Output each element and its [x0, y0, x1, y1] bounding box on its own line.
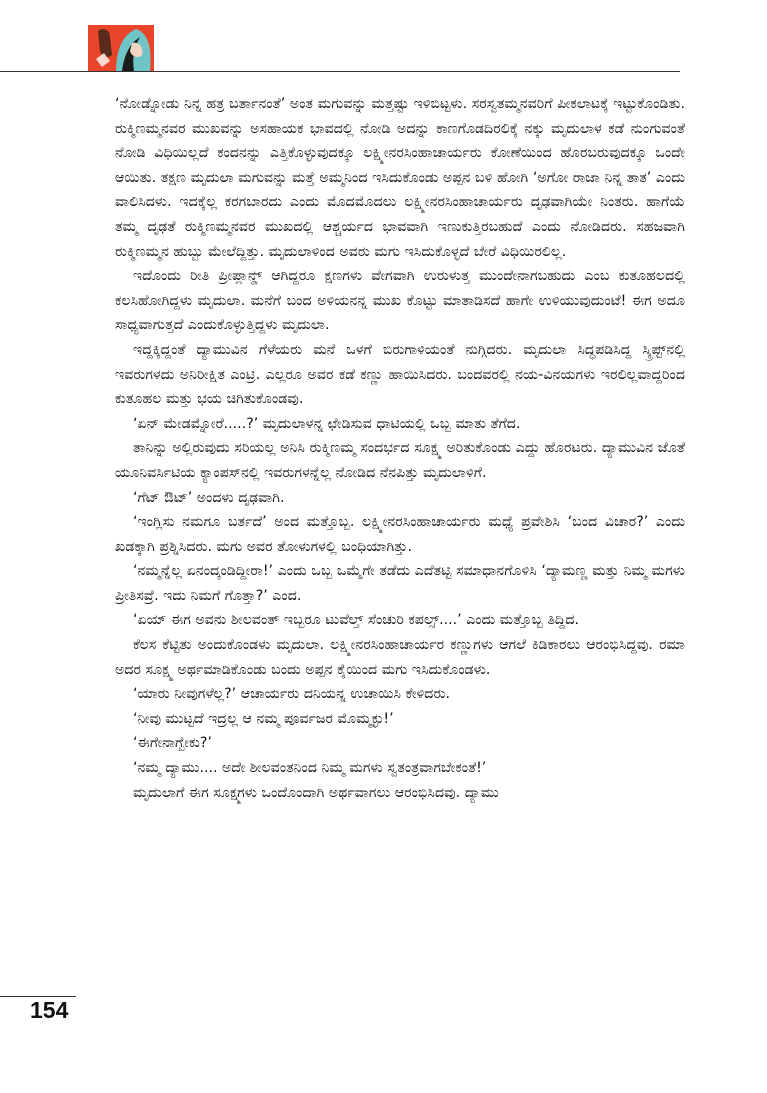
header-rule [0, 71, 680, 72]
paragraph: ‘ಯಾರು ನೀವುಗಳೆಲ್ಲ?’ ಆಚಾರ್ಯರು ದನಿಯನ್ನ ಉಚಾಯಿಸಿ ಕೇಳಿದರು. [133, 686, 450, 703]
paragraph: ‘ನೋಡ್ನೋಡು ನಿನ್ನ ಹತ್ರ ಬರ್ತಾನಂತೆ’ ಅಂತ ಮಗುವನ್ನು ಮತ್ತಷ್ಟು ಇಳಿಬಿಟ್ಟಳು. ಸರಸ್ವತಮ್ಮನವರಿಗೆ ಪೀಕಲಾಟಕ್ಕೆ ಇಟ್ಟುಕೊಂಡಿತು. ರುಕ್ಮಿಣಮ್ಮನವರ ಮುಖವನ್ನು ಅಸಹಾಯಕ ಭಾವದಲ್ಲಿ ನೋಡಿ ಅದನ್ನು ಕಾಣಗೊಡದಿರಲಿಕ್ಕೆ ನಕ್ಕು ಮೃದುಲಾಳ ಕಡೆ ನುಂಗುವಂತೆ ನೋಡಿ ವಿಧಿಯಿಲ್ಲದೆ ಕಂದನನ್ನು ಎತ್ತಿಕೊಳ್ಳುವುದಕ್ಕೂ ಲಕ್ಷ್ಮೀನರಸಿಂಹಾಚಾರ್ಯರು ಕೋಣೆಯಿಂದ ಹೊರಬರುವುದಕ್ಕೂ ಒಂದೇ ಆಯಿತು. ತಕ್ಷಣ ಮೃದುಲಾ ಮಗುವನ್ನು ಮತ್ತೆ ಅಮ್ಮನಿಂದ ಇಸಿದುಕೊಂಡು ಅಪ್ಪನ ಬಳಿ ಹೋಗಿ ‘ಅಗೋ ರಾಜಾ ನಿನ್ನ ತಾತ’ ಎಂದು ವಾಲಿಸಿದಳು. ಇದಕ್ಕೆಲ್ಲ ಕರಗಬಾರದು ಎಂದು ಮೊದಮೊದಲು ಲಕ್ಷ್ಮೀನರಸಿಂಹಾಚಾರ್ಯರು ದೃಢವಾಗಿಯೇ ನಿಂತರು. ಹಾಗೆಯೆ ತಮ್ಮ ದೃಢತೆ ರುಕ್ಮಿಣಮ್ಮನವರ ಮುಖದಲ್ಲಿ ಆಶ್ಚರ್ಯದ ಭಾವವಾಗಿ ಇಣುಕುತ್ತಿರಬಹುದೆ ಎಂದು ನೋಡಿದರು. ಸಹಜವಾಗಿ ರುಕ್ಮಿಣಮ್ಮನ ಹುಬ್ಬು ಮೇಲೆದ್ದಿತ್ತು. ಮೃದುಲಾಳಿಂದ ಅವರು ಮಗು ಇಸಿದುಕೊಳ್ಳದೆ ಬೇರೆ ವಿಧಿಯಿರಲಿಲ್ಲ. [115, 96, 685, 260]
paragraph: ತಾನಿನ್ನು ಅಲ್ಲಿರುವುದು ಸರಿಯಲ್ಲ ಅನಿಸಿ ರುಕ್ಮಿಣಮ್ಮ ಸಂದರ್ಭದ ಸೂಕ್ಷ್ಮ ಅರಿತುಕೊಂಡು ಎದ್ದು ಹೊರಟರು. ದ್ಯಾಮುವಿನ ಜೊತೆ ಯೂನಿವರ್ಸಿಟಿಯ ಕ್ಯಾಂಪಸ್‌ನಲ್ಲಿ ಇವರುಗಳನ್ನೆಲ್ಲ ನೋಡಿದ ನೆನಪಿತ್ತು ಮೃದುಲಾಳಿಗೆ. [115, 440, 685, 481]
paragraph: ಕೆಲಸ ಕೆಟ್ಟಿತು ಅಂದುಕೊಂಡಳು ಮೃದುಲಾ. ಲಕ್ಷ್ಮೀನರಸಿಂಹಾಚಾರ್ಯರ ಕಣ್ಣುಗಳು ಆಗಲೆ ಕಿಡಿಕಾರಲು ಆರಂಭಿಸಿದ್ದವು. ರಮಾ ಅದರ ಸೂಕ್ಷ್ಮ ಅರ್ಥಮಾಡಿಕೊಂಡು ಬಂದು ಅಪ್ಪನ ಕೈಯಿಂದ ಮಗು ಇಸಿದುಕೊಂಡಳು. [115, 637, 685, 678]
paragraph: ಇದ್ದಕ್ಕಿದ್ದಂತೆ ದ್ಯಾಮುವಿನ ಗೆಳೆಯರು ಮನೆ ಒಳಗೆ ಬಿರುಗಾಳಿಯಂತೆ ನುಗ್ಗಿದರು. ಮೃದುಲಾ ಸಿದ್ಧಪಡಿಸಿದ್ದ ಸ್ಕ್ರಿಪ್ಟ್‌ನಲ್ಲಿ ಇವರುಗಳದು ಅನಿರೀಕ್ಷಿತ ಎಂಟ್ರಿ. ಎಲ್ಲರೂ ಅವರ ಕಡೆ ಕಣ್ಣು ಹಾಯಿಸಿದರು. ಬಂದವರಲ್ಲಿ ನಯ-ವಿನಯಗಳು ಇರಲಿಲ್ಲವಾದ್ದರಿಂದ ಕುತೂಹಲ ಮತ್ತು ಭಯ ಚಿಗಿತುಕೊಂಡವು. [115, 341, 685, 408]
paragraph: ಇದೊಂದು ರೀತಿ ಪ್ರೀಪ್ಲಾನ್ಡ್ ಆಗಿದ್ದರೂ ಕ್ಷಣಗಳು ವೇಗವಾಗಿ ಉರುಳುತ್ತ ಮುಂದೇನಾಗಬಹುದು ಎಂಬ ಕುತೂಹಲದಲ್ಲಿ ಕಲಸಿಹೋಗಿದ್ದಳು ಮೃದುಲಾ. ಮನೆಗೆ ಬಂದ ಅಳಿಯನನ್ನ ಮುಖ ಕೊಟ್ಟು ಮಾತಾಡಿಸದೆ ಹಾಗೇ ಉಳಿಯುವುದುಂಟೆ! ಈಗ ಅದೂ ಸಾಧ್ಯವಾಗುತ್ತದೆ ಎಂದುಕೊಳ್ಳುತ್ತಿದ್ದಳು ಮೃದುಲಾ. [115, 268, 685, 334]
page-number: 154 [30, 997, 69, 1023]
paragraph: ‘ಏನ್ ಮೇಡಮ್ನೋರೆ.....?’ ಮೃದುಲಾಳನ್ನ ಛೇಡಿಸುವ ಧಾಟಿಯಲ್ಲಿ ಒಬ್ಬ ಮಾತು ತೆಗೆದ. [133, 415, 521, 432]
portrait-logo-icon [88, 25, 154, 71]
paragraph: ‘ಗೆಟ್ ಔಟ್’ ಅಂದಳು ದೃಢವಾಗಿ. [133, 489, 285, 506]
paragraph: ಮೃದುಲಾಗೆ ಈಗ ಸೂಕ್ಷ್ಮಗಳು ಒಂದೊಂದಾಗಿ ಅರ್ಥವಾಗಲು ಆರಂಭಿಸಿದವು. ದ್ಯಾಮು [133, 784, 499, 801]
paragraph: ‘ಏಯ್ ಈಗ ಅವನು ಶೀಲವಂತ್ ಇಬ್ಬರೂ ಟುವೆಲ್ತ್ ಸೆಂಚುರಿ ಕಪಲ್ಸ್....’ ಎಂದು ಮತ್ತೊಬ್ಬ ತಿದ್ದಿದ. [133, 612, 579, 629]
paragraph: ‘ನಮ್ಮನ್ನೆಲ್ಲ ಏನಂದ್ಕಂಡಿದ್ದೀರಾ!’ ಎಂದು ಒಬ್ಬ ಒಮ್ಮೆಗೇ ತಡೆದು ಎದೆತಟ್ಟಿ ಸಮಾಧಾನಗೊಳಿಸಿ ‘ದ್ಯಾಮಣ್ಣ ಮತ್ತು ನಿಮ್ಮ ಮಗಳು ಪ್ರೀತಿಸವ್ರೆ. ಇದು ನಿಮಗೆ ಗೊತ್ತಾ?’ ಎಂದ. [115, 563, 685, 604]
paragraph: ‘ನಮ್ಮ ದ್ಯಾಮು.... ಅದೇ ಶೀಲವಂತನಿಂದ ನಿಮ್ಮ ಮಗಳು ಸ್ವತಂತ್ರವಾಗಬೇಕಂತೆ!’ [133, 760, 487, 777]
paragraph: ‘ನೀವು ಮುಟ್ಟದೆ ಇದ್ರಲ್ಲ ಆ ನಮ್ಮ ಪೂರ್ವಜರ ಮೊಮ್ಮಕ್ಳು!’ [133, 710, 394, 727]
paragraph: ‘ಈಗೇನಾಗ್ಬೇಕು?’ [133, 735, 212, 752]
page-body [115, 92, 685, 805]
paragraph: ‘ಇಂಗ್ಲಿಸು ನಮಗೂ ಬರ್ತದೆ’ ಅಂದ ಮತ್ತೊಬ್ಬ. ಲಕ್ಷ್ಮೀನರಸಿಂಹಾಚಾರ್ಯರು ಮಧ್ಯೆ ಪ್ರವೇಶಿಸಿ ‘ಬಂದ ವಿಚಾರ?’ ಎಂದು ಖಡಕ್ಕಾಗಿ ಪ್ರಶ್ನಿಸಿದರು. ಮಗು ಅವರ ತೋಳುಗಳಲ್ಲಿ ಬಂಧಿಯಾಗಿತ್ತು. [115, 514, 685, 555]
